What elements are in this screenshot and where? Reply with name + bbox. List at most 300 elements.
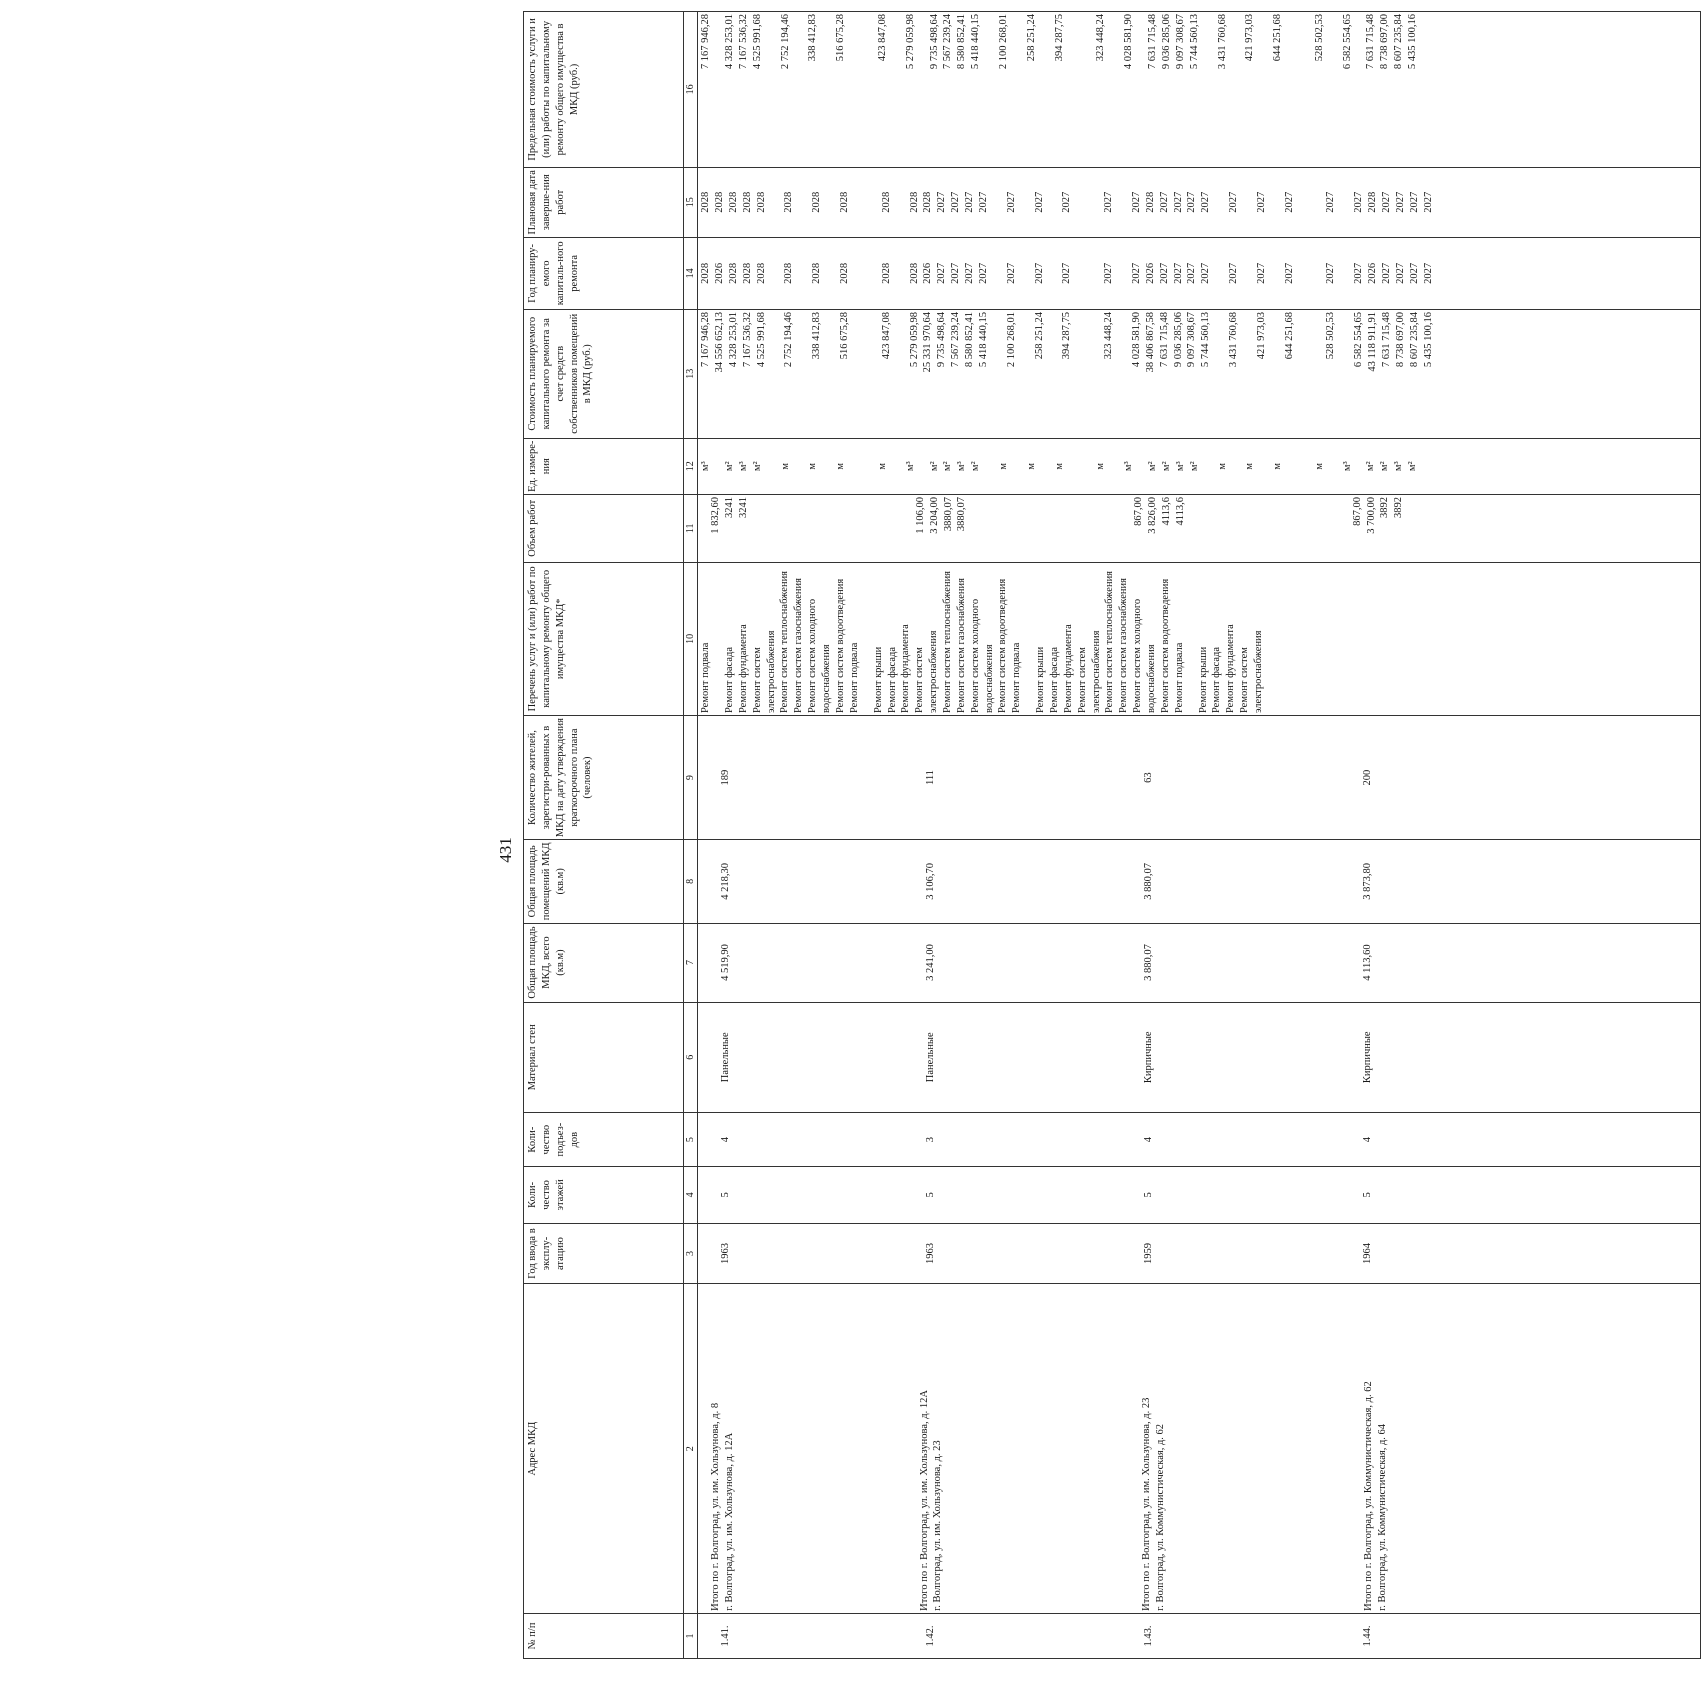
work-cost: 9 735 498,64 xyxy=(936,311,948,368)
total-area: 4 519,90 xyxy=(720,944,732,981)
work-limit-cost: 516 675,28 xyxy=(835,14,847,62)
spacer xyxy=(1351,718,1361,837)
work-limit-cost: 7 167 946,28 xyxy=(700,14,712,70)
spacer xyxy=(699,1005,709,1111)
work-unit: м² xyxy=(928,461,940,472)
spacer xyxy=(709,1616,719,1656)
spacer xyxy=(938,1115,1133,1164)
work-year: 2027 xyxy=(1061,262,1073,284)
work-end-date: 2027 xyxy=(1380,191,1392,213)
work-volume xyxy=(1080,497,1108,560)
spacer xyxy=(1132,1226,1142,1282)
work-unit: м xyxy=(1095,462,1107,470)
work-name: Ремонт фундамента xyxy=(900,624,912,714)
work-cost: 7 631 715,48 xyxy=(1158,311,1170,368)
spacer xyxy=(1341,497,1351,560)
work-year: 2027 xyxy=(1283,262,1295,284)
column-15 xyxy=(698,167,1701,237)
premises-area: 3 873,80 xyxy=(1361,862,1373,900)
work-cost: 9 036 285,06 xyxy=(1172,311,1184,368)
spacer xyxy=(713,565,723,713)
work-name: Ремонт подвала xyxy=(700,642,712,714)
work-year: 2027 xyxy=(1158,262,1170,284)
work-name: Ремонт систем электроснабжения xyxy=(751,630,777,714)
work-limit-cost: 9 735 498,64 xyxy=(928,14,940,70)
work-cost: 4 328 253,01 xyxy=(727,311,739,368)
work-unit: м³ xyxy=(700,461,712,472)
spacer xyxy=(1375,1169,1431,1220)
spacer xyxy=(1156,1005,1351,1111)
work-cost: 4 028 581,90 xyxy=(1130,311,1142,368)
work-name: Ремонт систем холодного водоснабжения xyxy=(807,598,833,714)
work-limit-cost: 2 100 268,01 xyxy=(998,14,1010,70)
column-3 xyxy=(698,1223,1701,1284)
total-year: 2026 xyxy=(1367,262,1379,284)
work-year: 2027 xyxy=(1103,262,1115,284)
work-cost: 7 631 715,48 xyxy=(1380,311,1392,368)
column-number-1: 1 xyxy=(684,1613,698,1658)
header-cell-7: Общая площадь МКД, всего (кв.м) xyxy=(524,923,684,1002)
work-end-date: 2028 xyxy=(839,191,851,213)
work-limit-cost: 5 435 100,16 xyxy=(1407,14,1419,70)
spacer xyxy=(1354,441,1364,492)
work-end-date: 2028 xyxy=(880,191,892,213)
work-cost: 6 582 554,65 xyxy=(1353,311,1365,368)
work-unit: м² xyxy=(724,461,736,472)
spacer xyxy=(1136,14,1146,165)
work-cost: 258 251,24 xyxy=(1033,311,1045,360)
work-name: Ремонт крыши xyxy=(872,646,884,714)
header-cell-6: Материал стен xyxy=(524,1002,684,1113)
work-end-date: 2027 xyxy=(1283,191,1295,213)
spacer xyxy=(699,1115,709,1164)
spacer xyxy=(699,1287,709,1611)
work-unit: м xyxy=(1216,462,1228,470)
work-end-date: 2027 xyxy=(950,191,962,213)
row-number: 1.41. xyxy=(720,1625,732,1647)
spacer xyxy=(699,1226,709,1282)
work-year: 2028 xyxy=(755,262,767,284)
spacer xyxy=(1156,1169,1351,1220)
work-cost: 5 279 059,98 xyxy=(908,311,920,368)
work-name: Ремонт систем холодного водоснабжения xyxy=(1132,598,1157,714)
work-volume: 867,00 xyxy=(1133,496,1145,526)
work-year: 2027 xyxy=(936,262,948,284)
work-year: 2027 xyxy=(1228,262,1240,284)
spacer xyxy=(733,926,914,1000)
work-unit: м xyxy=(876,462,888,470)
work-unit: м xyxy=(807,462,819,470)
header-cell-14: Год планиру-емого капиталь-ного ремонта xyxy=(524,237,684,309)
work-unit: м xyxy=(1313,462,1325,470)
resident-count: 111 xyxy=(924,770,936,786)
work-end-date: 2027 xyxy=(1408,191,1420,213)
spacer xyxy=(914,1169,924,1220)
work-year: 2027 xyxy=(1200,262,1212,284)
column-number-8: 8 xyxy=(684,840,698,923)
work-cost: 8 607 235,84 xyxy=(1408,311,1420,368)
header-cell-8: Общая площадь помещений МКД (кв.м) xyxy=(524,840,684,923)
work-end-date: 2027 xyxy=(936,191,948,213)
spacer xyxy=(918,441,928,492)
work-end-date: 2027 xyxy=(1061,191,1073,213)
spacer xyxy=(938,842,1133,920)
table-body xyxy=(698,12,1701,1659)
work-end-date: 2027 xyxy=(1228,191,1240,213)
header-cell-1: № п/п xyxy=(524,1613,684,1658)
work-cost: 9 097 308,67 xyxy=(1186,311,1198,368)
work-unit: м xyxy=(1025,462,1037,470)
work-end-date: 2027 xyxy=(1255,191,1267,213)
spacer xyxy=(1132,718,1142,837)
spacer xyxy=(1132,926,1142,1000)
work-volume xyxy=(1257,497,1299,560)
spacer xyxy=(1156,926,1351,1000)
work-year: 2028 xyxy=(908,262,920,284)
spacer xyxy=(733,1616,914,1656)
row-number: 1.44. xyxy=(1361,1625,1373,1647)
column-8 xyxy=(698,840,1701,923)
work-limit-cost: 5 418 440,15 xyxy=(970,14,982,70)
work-name: Ремонт систем газоснабжения xyxy=(955,578,967,714)
spacer xyxy=(713,441,723,492)
work-volume: 3 204,00 xyxy=(928,496,940,534)
work-limit-cost: 4 328 253,01 xyxy=(724,14,736,70)
resident-count: 63 xyxy=(1143,772,1155,783)
work-name: Ремонт систем теплоснабжения xyxy=(779,570,791,714)
work-name: Ремонт фасада xyxy=(1048,647,1060,714)
spacer xyxy=(1375,1616,1431,1656)
work-limit-cost: 7 631 715,48 xyxy=(1147,14,1159,70)
spacer xyxy=(914,718,924,837)
work-end-date: 2028 xyxy=(700,191,712,213)
spacer xyxy=(904,497,914,560)
work-limit-cost: 7 567 239,24 xyxy=(942,14,954,70)
work-name: Ремонт подвала xyxy=(1173,642,1185,714)
work-year: 2027 xyxy=(1353,262,1365,284)
spacer xyxy=(1351,1115,1361,1164)
work-year: 2027 xyxy=(950,262,962,284)
data-row xyxy=(698,12,1701,1659)
work-unit: м³ xyxy=(1174,461,1186,472)
premises-area: 3 880,07 xyxy=(1143,862,1155,900)
total-end-date: 2028 xyxy=(1144,191,1156,213)
total-area: 3 241,00 xyxy=(924,944,936,981)
work-limit-cost: 9 097 308,67 xyxy=(1174,14,1186,70)
work-unit: м² xyxy=(1407,461,1419,472)
work-volume xyxy=(862,497,890,560)
column-number-4: 4 xyxy=(684,1167,698,1223)
work-volume: 3880,07 xyxy=(956,496,968,532)
work-limit-cost: 8 738 697,00 xyxy=(1379,14,1391,70)
work-end-date: 2028 xyxy=(783,191,795,213)
work-year: 2027 xyxy=(1325,262,1337,284)
column-12 xyxy=(698,438,1701,494)
total-area: 4 113,60 xyxy=(1361,944,1373,981)
column-number-2: 2 xyxy=(684,1284,698,1613)
work-name: Ремонт систем газоснабжения xyxy=(1118,578,1130,714)
work-unit: м² xyxy=(1365,461,1377,472)
spacer xyxy=(1132,1005,1142,1111)
work-unit: м xyxy=(835,462,847,470)
work-cost: 7 167 536,32 xyxy=(741,311,753,368)
work-year: 2027 xyxy=(1005,262,1017,284)
spacer xyxy=(1136,441,1146,492)
work-limit-cost: 338 412,83 xyxy=(807,14,819,62)
column-number-5: 5 xyxy=(684,1113,698,1167)
work-name: Ремонт систем холодного водоснабжения xyxy=(969,598,995,714)
work-name: Ремонт фундамента xyxy=(737,624,749,714)
work-name: Ремонт фасада xyxy=(886,647,898,714)
spacer xyxy=(914,1115,924,1164)
work-year: 2028 xyxy=(811,262,823,284)
page-number: 431 xyxy=(496,837,515,863)
total-year: 2026 xyxy=(714,262,726,284)
total-cost: 38 406 867,58 xyxy=(1144,311,1156,373)
work-cost: 3 431 760,68 xyxy=(1228,311,1240,368)
spacer xyxy=(709,842,719,920)
spacer xyxy=(699,1169,709,1220)
work-limit-cost: 528 502,53 xyxy=(1313,14,1325,62)
spacer xyxy=(1132,1115,1142,1164)
wall-material: Кирпичные xyxy=(1361,1031,1373,1084)
work-volume: 4113,6 xyxy=(1160,496,1172,526)
work-end-date: 2027 xyxy=(964,191,976,213)
spacer xyxy=(1354,14,1364,165)
total-cost: 25 331 970,64 xyxy=(922,311,934,373)
floor-count: 5 xyxy=(1143,1192,1155,1198)
work-limit-cost: 8 607 235,84 xyxy=(1393,14,1405,70)
spacer xyxy=(1122,497,1132,560)
work-year: 2027 xyxy=(1394,262,1406,284)
column-number-6: 6 xyxy=(684,1002,698,1113)
spacer xyxy=(1168,1287,1363,1611)
work-unit: м³ xyxy=(1341,461,1353,472)
total-end-date: 2028 xyxy=(714,191,726,213)
total-year: 2026 xyxy=(1144,262,1156,284)
spacer xyxy=(699,842,709,920)
spacer xyxy=(1375,926,1431,1000)
column-number-11: 11 xyxy=(684,494,698,562)
header-cell-2: Адрес МКД xyxy=(524,1284,684,1613)
work-unit: м³ xyxy=(1123,461,1135,472)
spacer xyxy=(1132,842,1142,920)
work-end-date: 2027 xyxy=(1394,191,1406,213)
work-year: 2028 xyxy=(727,262,739,284)
work-unit: м² xyxy=(970,461,982,472)
floor-count: 5 xyxy=(924,1192,936,1198)
column-4 xyxy=(698,1167,1701,1223)
repair-plan-table xyxy=(523,11,1701,1659)
work-cost: 528 502,53 xyxy=(1325,311,1337,360)
spacer xyxy=(862,565,872,713)
work-name: Ремонт систем водоотведения xyxy=(834,578,846,714)
header-cell-4: Коли-чество этажей xyxy=(524,1167,684,1223)
total-label: Итого по г. Волгоград, ул. им. Хользунова, д. 12А xyxy=(918,1390,930,1611)
work-volume: 3241 xyxy=(737,496,749,518)
spacer xyxy=(733,842,914,920)
work-year: 2027 xyxy=(1422,262,1434,284)
spacer xyxy=(709,1169,719,1220)
column-number-row xyxy=(684,12,698,1659)
building-address: г. Волгоград, ул. им. Хользунова, д. 12А xyxy=(724,1432,736,1611)
work-end-date: 2028 xyxy=(741,191,753,213)
resident-count: 189 xyxy=(720,769,732,786)
spacer xyxy=(918,14,928,165)
work-limit-cost: 421 973,03 xyxy=(1244,14,1256,62)
work-cost: 2 100 268,01 xyxy=(1005,311,1017,368)
spacer xyxy=(938,1616,1133,1656)
work-name: Ремонт крыши xyxy=(1035,646,1047,714)
work-name: Ремонт подвала xyxy=(1011,642,1023,714)
work-name: Ремонт систем электроснабжения xyxy=(1076,630,1102,714)
header-cell-11: Объем работ xyxy=(524,494,684,562)
work-volume: 1 106,00 xyxy=(914,496,926,534)
spacer xyxy=(1375,1005,1431,1111)
work-year: 2027 xyxy=(1255,262,1267,284)
work-unit: м² xyxy=(942,461,954,472)
work-year: 2027 xyxy=(1380,262,1392,284)
work-name: Ремонт фасада xyxy=(1211,647,1223,714)
column-14 xyxy=(698,237,1701,309)
work-volume xyxy=(1229,497,1257,560)
work-limit-cost: 7 631 715,48 xyxy=(1365,14,1377,70)
work-end-date: 2028 xyxy=(908,191,920,213)
column-number-7: 7 xyxy=(684,923,698,1002)
wall-material: Кирпичные xyxy=(1143,1031,1155,1084)
commission-year: 1964 xyxy=(1361,1243,1373,1265)
work-end-date: 2027 xyxy=(1033,191,1045,213)
work-name: Ремонт систем газоснабжения xyxy=(793,578,805,714)
header-cell-10: Перечень услуг и (или) работ по капитальному ремонту общего имущества МКД* xyxy=(524,562,684,715)
work-year: 2027 xyxy=(1130,262,1142,284)
spacer xyxy=(699,718,709,837)
entrance-count: 4 xyxy=(720,1137,732,1143)
commission-year: 1959 xyxy=(1143,1243,1155,1265)
spacer xyxy=(733,718,914,837)
work-name: Ремонт систем электроснабжения xyxy=(1239,630,1264,714)
work-name: Ремонт фасада xyxy=(724,647,736,714)
work-cost: 338 412,83 xyxy=(811,311,823,360)
work-end-date: 2027 xyxy=(1186,191,1198,213)
spacer xyxy=(938,1005,1133,1111)
premises-area: 3 106,70 xyxy=(924,862,936,900)
column-10 xyxy=(698,562,1701,715)
work-volume xyxy=(765,497,793,560)
work-cost: 7 567 239,24 xyxy=(950,311,962,368)
work-volume: 4113,6 xyxy=(1174,496,1186,526)
work-cost: 7 167 946,28 xyxy=(700,311,712,368)
work-end-date: 2027 xyxy=(1005,191,1017,213)
spacer xyxy=(914,842,924,920)
header-cell-15: Плановая дата заверше-ния работ xyxy=(524,167,684,237)
total-end-date: 2028 xyxy=(922,191,934,213)
work-year: 2028 xyxy=(700,262,712,284)
spacer xyxy=(1156,718,1351,837)
spacer xyxy=(1351,1616,1361,1656)
work-year: 2027 xyxy=(1408,262,1420,284)
row-number: 1.43. xyxy=(1143,1625,1155,1647)
spacer xyxy=(1351,926,1361,1000)
work-cost: 394 287,75 xyxy=(1061,311,1073,360)
work-year: 2028 xyxy=(839,262,851,284)
work-volume: 3892 xyxy=(1379,496,1391,518)
work-unit: м² xyxy=(1379,461,1391,472)
work-limit-cost: 323 448,24 xyxy=(1095,14,1107,62)
spacer xyxy=(733,1169,914,1220)
work-end-date: 2027 xyxy=(1130,191,1142,213)
spacer xyxy=(699,497,709,560)
spacer xyxy=(1375,842,1431,920)
work-cost: 8 580 852,41 xyxy=(964,311,976,368)
spacer xyxy=(914,1226,924,1282)
spacer xyxy=(914,926,924,1000)
column-number-12: 12 xyxy=(684,438,698,494)
entrance-count: 4 xyxy=(1143,1137,1155,1143)
header-cell-13: Стоимость планируемого капитального ремонта за счет средств собственников помещений в МКД (руб.) xyxy=(524,309,684,438)
work-unit: м xyxy=(1272,462,1284,470)
work-limit-cost: 2 752 194,46 xyxy=(779,14,791,70)
work-end-date: 2027 xyxy=(1158,191,1170,213)
column-number-10: 10 xyxy=(684,562,698,715)
wall-material: Панельные xyxy=(924,1032,936,1083)
work-unit: м² xyxy=(751,461,763,472)
column-13 xyxy=(698,309,1701,438)
spacer xyxy=(914,1616,924,1656)
work-volume: 3880,07 xyxy=(942,496,954,532)
spacer xyxy=(1156,842,1351,920)
work-end-date: 2027 xyxy=(1325,191,1337,213)
work-end-date: 2027 xyxy=(977,191,989,213)
work-limit-cost: 644 251,68 xyxy=(1272,14,1284,62)
spacer xyxy=(1351,1169,1361,1220)
spacer xyxy=(1187,565,1197,713)
work-end-date: 2027 xyxy=(1103,191,1115,213)
building-address: г. Волгоград, ул. Коммунистическая, д. 62 xyxy=(1154,1423,1166,1611)
work-year: 2027 xyxy=(1186,262,1198,284)
work-unit: м xyxy=(1244,462,1256,470)
work-name: Ремонт систем водоотведения xyxy=(997,578,1009,714)
total-label: Итого по г. Волгоград, ул. им. Хользунова, д. 8 xyxy=(710,1402,722,1611)
table-header xyxy=(524,12,698,1659)
total-year: 2026 xyxy=(922,262,934,284)
column-11 xyxy=(698,494,1701,562)
column-number-9: 9 xyxy=(684,716,698,840)
spacer xyxy=(733,1226,914,1282)
work-name: Ремонт фундамента xyxy=(1225,624,1237,714)
work-cost: 5 435 100,16 xyxy=(1422,311,1434,368)
entrance-count: 4 xyxy=(1361,1137,1373,1143)
work-limit-cost: 6 582 554,65 xyxy=(1341,14,1353,70)
work-volume xyxy=(1327,497,1341,560)
spacer xyxy=(938,718,1133,837)
column-16 xyxy=(698,12,1701,168)
work-unit: м² xyxy=(1160,461,1172,472)
column-number-13: 13 xyxy=(684,309,698,438)
work-limit-cost: 4 525 991,68 xyxy=(751,14,763,70)
column-1 xyxy=(698,1613,1701,1658)
work-end-date: 2028 xyxy=(811,191,823,213)
work-limit-cost: 7 167 536,32 xyxy=(737,14,749,70)
column-7 xyxy=(698,923,1701,1002)
work-cost: 8 738 697,00 xyxy=(1394,311,1406,368)
commission-year: 1963 xyxy=(924,1243,936,1265)
row-number: 1.42. xyxy=(924,1625,936,1647)
work-unit: м xyxy=(998,462,1010,470)
work-name: Ремонт систем теплоснабжения xyxy=(941,570,953,714)
spacer xyxy=(709,1115,719,1164)
work-limit-cost: 423 847,08 xyxy=(876,14,888,62)
